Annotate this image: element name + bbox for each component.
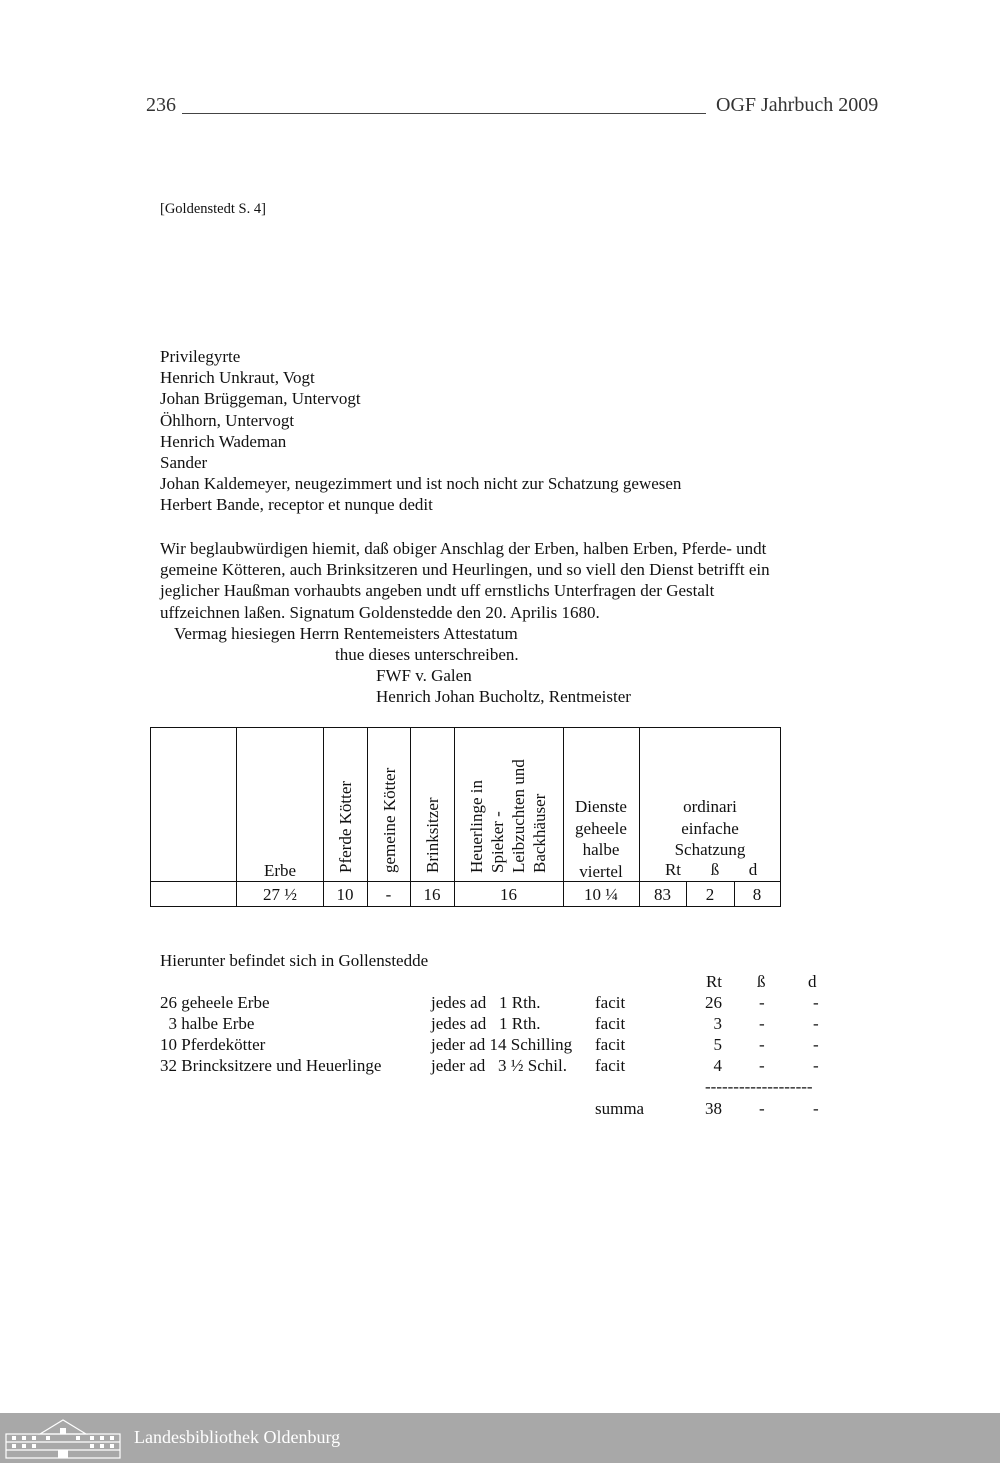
name-line: Sander xyxy=(160,453,208,473)
signature-galen: FWF v. Galen xyxy=(376,666,472,685)
page-number: 236 xyxy=(146,94,176,116)
summary-row-rate: jedes ad 1 Rth. xyxy=(431,1014,541,1033)
header-d: d xyxy=(748,860,758,879)
summary-row-d: - xyxy=(813,993,819,1012)
cell-dienste: 10 ¼ xyxy=(584,885,618,904)
table-divider xyxy=(410,728,411,906)
summary-row-rt: 5 xyxy=(713,1035,722,1054)
header-gemeine-koetter: gemeine Kötter xyxy=(380,767,399,873)
header-ordinari: ordinari einfache Schatzung xyxy=(674,797,746,859)
summary-row-facit: facit xyxy=(595,1035,626,1054)
summa-schilling: - xyxy=(759,1099,765,1118)
paragraph-line: jeglicher Haußman vorhaubts angeben undt uff ernstlichs Unterfragen der Gestalt xyxy=(160,581,715,601)
summary-row-desc: 32 Brincksitzere und Heuerlinge xyxy=(160,1056,382,1075)
summary-divider: ------------------- xyxy=(705,1077,813,1096)
tax-table xyxy=(150,727,781,907)
journal-title: OGF Jahrbuch 2009 xyxy=(716,94,879,116)
summary-row-rate: jedes ad 1 Rth. xyxy=(431,993,541,1012)
table-divider xyxy=(367,728,368,906)
header-heuerlinge-2: Spieker - xyxy=(488,811,507,873)
summary-row-desc: 3 halbe Erbe xyxy=(160,1014,255,1033)
name-line: Öhlhorn, Untervogt xyxy=(160,410,295,430)
name-line: Johan Brüggeman, Untervogt xyxy=(160,389,361,409)
header-heuerlinge-3: Leibzuchten und xyxy=(509,759,528,873)
header-erbe: Erbe xyxy=(263,861,297,880)
summary-row-schilling: - xyxy=(759,1014,765,1033)
library-name: Landesbibliothek Oldenburg xyxy=(134,1427,341,1447)
summary-row-facit: facit xyxy=(595,1014,626,1033)
header-dienste: Dienste geheele halbe viertel xyxy=(575,797,627,881)
summary-row-facit: facit xyxy=(595,993,626,1012)
summary-row-schilling: - xyxy=(759,1035,765,1054)
header-heuerlinge-4: Backhäuser xyxy=(530,793,549,873)
cell-pferde: 10 xyxy=(336,885,354,904)
table-row-divider xyxy=(151,881,780,882)
library-footer xyxy=(0,1413,1000,1463)
table-divider xyxy=(323,728,324,906)
name-line: Herbert Bande, receptor et nunquе dedit xyxy=(160,495,433,515)
cell-gemeine: - xyxy=(385,885,392,904)
summa-label: summa xyxy=(595,1099,645,1118)
paragraph-line: gemeine Kötteren, auch Brinksitzeren und Heurlingen, und so viell den Dienst betrifft ein xyxy=(160,560,770,580)
header-rule xyxy=(182,113,706,114)
vermag-line: Vermag hiesiegen Herrn Rentemeisters Attestatum xyxy=(174,624,518,643)
summary-row-d: - xyxy=(813,1035,819,1054)
header-heuerlinge-1: Heuerlinge in xyxy=(467,780,486,873)
header-rt: Rt xyxy=(664,860,682,879)
name-line: Johan Kaldemeyer, neugezimmert und ist noch nicht zur Schatzung gewesen xyxy=(160,474,682,494)
summary-col-schilling: ß xyxy=(757,972,766,991)
cell-d: 8 xyxy=(752,885,762,904)
summary-row-rt: 3 xyxy=(713,1014,722,1033)
summary-row-rate: jeder ad 3 ½ Schil. xyxy=(431,1056,567,1075)
summa-d: - xyxy=(813,1099,819,1118)
summary-title: Hierunter befindet sich in Gollenstedde xyxy=(160,951,429,970)
summary-row-schilling: - xyxy=(759,1056,765,1075)
cell-erbe: 27 ½ xyxy=(263,885,297,904)
library-building-icon xyxy=(2,1416,124,1460)
header-schilling: ß xyxy=(710,860,720,879)
summa-rt: 38 xyxy=(705,1099,722,1118)
cell-brink: 16 xyxy=(423,885,441,904)
vermag-line-2: thue dieses unterschreiben. xyxy=(335,645,519,664)
privileged-block xyxy=(160,346,681,516)
name-line: Henrich Wademan xyxy=(160,431,287,451)
summary-row-rt: 4 xyxy=(713,1056,722,1075)
summary-row-d: - xyxy=(813,1056,819,1075)
summary-row-rate: jeder ad 14 Schilling xyxy=(431,1035,573,1054)
summary-col-rt: Rt xyxy=(705,972,722,991)
header-brinksitzer: Brinksitzer xyxy=(423,797,442,873)
summary-row-rt: 26 xyxy=(705,993,722,1012)
table-divider xyxy=(454,728,455,906)
cell-heuer: 16 xyxy=(500,885,517,904)
summary-row-schilling: - xyxy=(759,993,765,1012)
source-reference: [Goldenstedt S. 4] xyxy=(160,201,266,217)
privileged-title: Privilegyrte xyxy=(160,347,241,366)
cell-schilling: 2 xyxy=(705,885,715,904)
name-line: Henrich Unkraut, Vogt xyxy=(160,368,315,388)
signature-bucholtz: Henrich Johan Bucholtz, Rentmeister xyxy=(376,687,631,706)
cell-rt: 83 xyxy=(654,885,671,904)
summary-row-desc: 10 Pferdekötter xyxy=(160,1035,266,1054)
paragraph-line: Wir beglaubwürdigen hiemit, daß obiger Anschlag der Erben, halben Erben, Pferde- undt xyxy=(160,539,767,558)
summary-col-d: d xyxy=(808,972,817,991)
summary-row-facit: facit xyxy=(595,1056,626,1075)
header-pferde-koetter: Pferde Kötter xyxy=(336,780,355,873)
attestation-paragraph xyxy=(160,538,770,623)
paragraph-line: uffzeichnen laßen. Signatum Goldenstedde den 20. Aprilis 1680. xyxy=(160,602,600,622)
summary-row-d: - xyxy=(813,1014,819,1033)
summary-row-desc: 26 geheele Erbe xyxy=(160,993,270,1012)
